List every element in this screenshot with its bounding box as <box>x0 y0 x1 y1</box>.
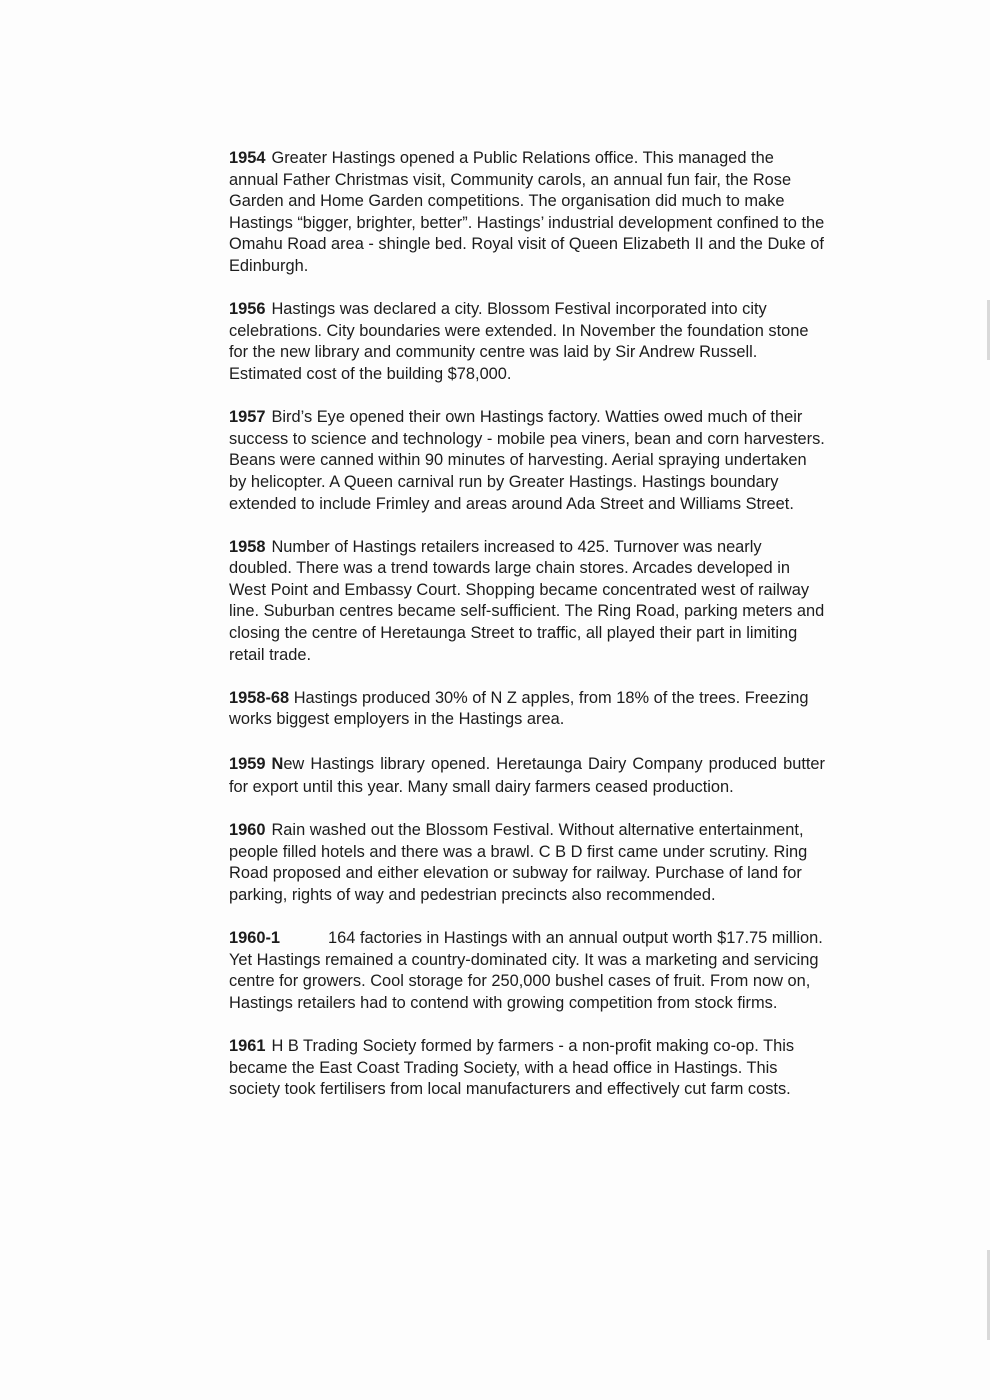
timeline-text <box>229 148 825 1123</box>
entry-year: 1958 <box>229 537 266 556</box>
entry-1960 <box>229 820 825 906</box>
entry-year: 1957 <box>229 408 266 427</box>
entry-1957 <box>229 407 825 515</box>
entry-year: 1960-1 <box>229 929 281 948</box>
entry-1958 <box>229 537 825 667</box>
entry-text: H B Trading Society formed by farmers - a non-profit making co-op. This became the East Coast Trading Society, with a head office in Hastings. This society took fertilisers from local manufacturers and effectively cut farm costs. <box>229 1037 795 1099</box>
entry-1956 <box>229 299 825 385</box>
entry-year: 1956 <box>229 300 266 319</box>
entry-text: Bird’s Eye opened their own Hastings factory. Watties owed much of their success to science and technology - mobile pea viners, bean and corn harvesters. Beans were canned within 90 minutes of harvesting. Aerial spraying undertaken by helicopter. A Queen carnival run by Greater Hastings. Hastings boundary extended to include Frimley and areas around Ada Street and Williams Street. <box>229 408 825 513</box>
entry-text: Hastings was declared a city. Blossom Festival incorporated into city celebrations. City boundaries were extended. In November the foundation stone for the new library and community centre was laid by Sir Andrew Russell. Estimated cost of the building $78,000. <box>229 300 809 383</box>
entry-year: 1961 <box>229 1037 266 1056</box>
entry-text: 164 factories in Hastings with an annual output worth $17.75 million. Yet Hastings remained a country-dominated city. It was a marketing and servicing centre for growers. Cool storage for 250,000 bushel cases of fruit. From now on, Hastings retailers had to contend with growing competition from stock firms. <box>229 929 823 1012</box>
entry-year: 1959 <box>229 754 266 773</box>
entry-year: 1960 <box>229 821 266 840</box>
entry-text: ew Hastings library opened. Heretaunga Dairy Company produced butter for export until this year. Many small dairy farmers ceased production. <box>229 754 825 796</box>
entry-year: 1954 <box>229 149 266 167</box>
entry-1958-68 <box>229 688 825 731</box>
entry-text: Number of Hastings retailers increased to 425. Turnover was nearly doubled. There was a trend towards large chain stores. Arcades developed in West Point and Embassy Court. Shopping became concentrated west of railway line. Suburban centres became self-sufficient. The Ring Road, parking meters and closing the centre of Heretaunga Street to traffic, all played their part in limiting retail trade. <box>229 537 825 664</box>
entry-text: Hastings produced 30% of N Z apples, from 18% of the trees. Freezing works biggest employers in the Hastings area. <box>229 688 809 729</box>
entry-1960-1 <box>229 928 825 1014</box>
entry-year: 1958-68 <box>229 688 290 707</box>
entry-1954 <box>229 148 825 278</box>
entry-year-suffix: N <box>271 754 284 773</box>
entry-1959 <box>229 753 825 799</box>
entry-1961 <box>229 1036 825 1101</box>
entry-text: Rain washed out the Blossom Festival. Without alternative entertainment, people filled hotels and there was a brawl. C B D first came under scrutiny. Ring Road proposed and either elevation or subway for railway. Purchase of land for parking, rights of way and pedestrian precincts also recommended. <box>229 821 808 904</box>
entry-text: Greater Hastings opened a Public Relations office. This managed the annual Father Christmas visit, Community carols, an annual fun fair, the Rose Garden and Home Garden competitions. The organisation did much to make Hastings “bigger, brighter, better”. Hastings’ industrial development confined to the Omahu Road area - shingle bed. Royal visit of Queen Elizabeth II and the Duke of Edinburgh. <box>229 149 825 275</box>
